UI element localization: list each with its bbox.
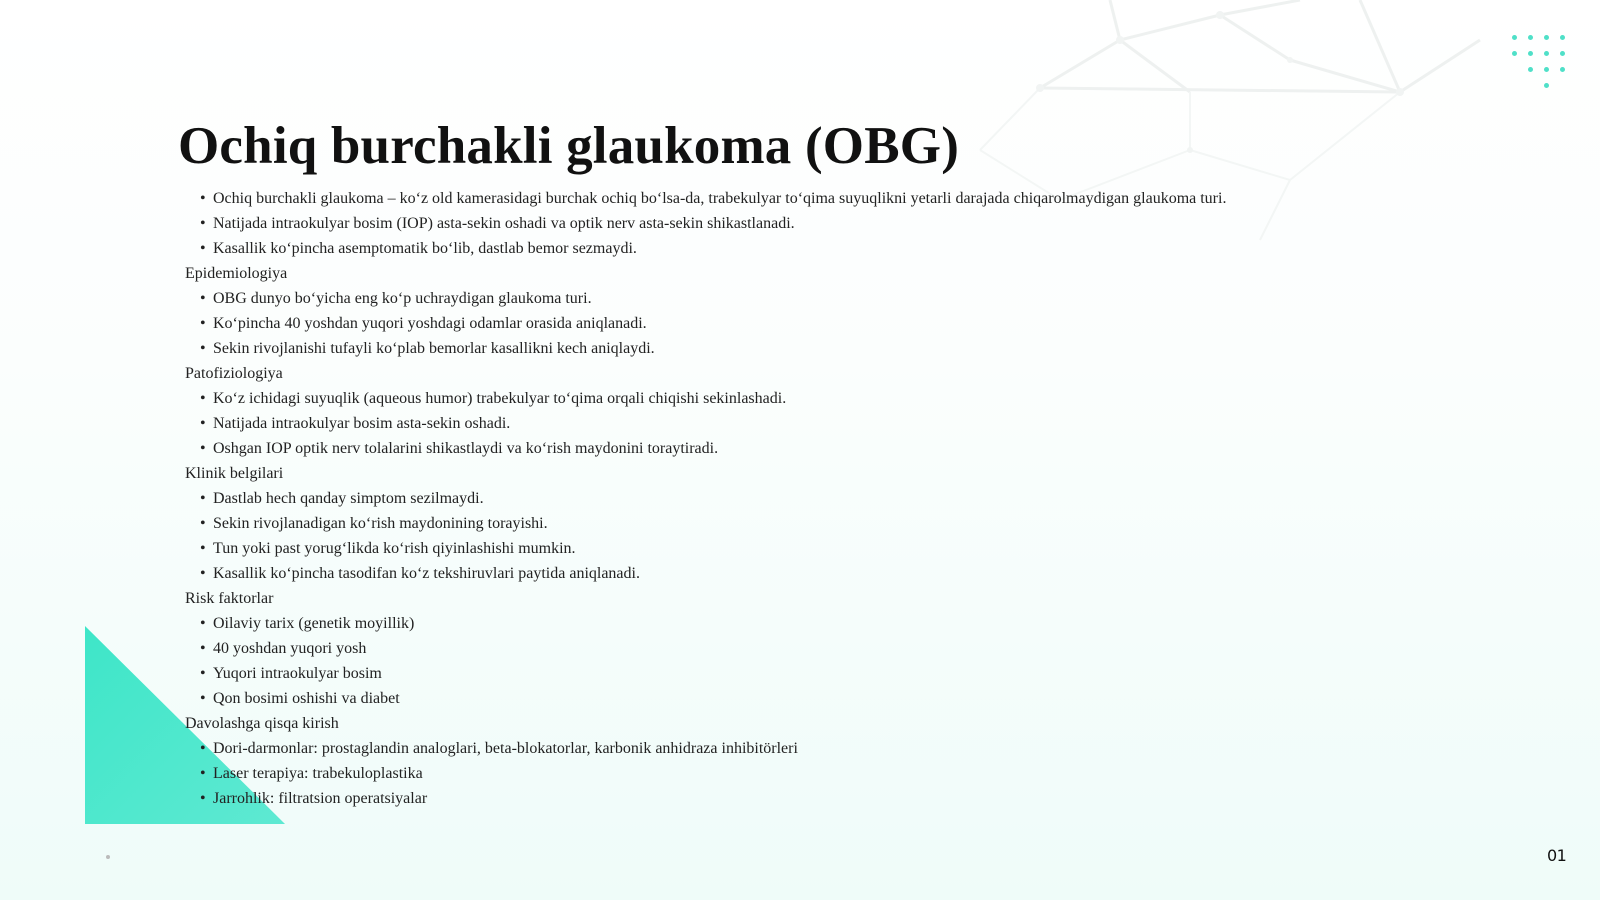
bullet-icon: •: [200, 615, 206, 632]
bullet-icon: •: [200, 690, 206, 707]
bullet-icon: •: [200, 390, 206, 407]
bullet-icon: •: [200, 315, 206, 332]
bullet-icon: •: [200, 790, 206, 807]
intro-bullet: • Ochiq burchakli glaukoma – ko‘z old kamerasidagi burchak ochiq bo‘lsa-da, trabekulyar to‘qima suyuqlikni yetarli darajada chiqarolmaydigan glaukoma turi.: [185, 186, 1525, 211]
bullet-icon: •: [200, 515, 206, 532]
bullet-icon: •: [200, 240, 206, 257]
bullet-icon: •: [200, 565, 206, 582]
bullet-icon: •: [200, 490, 206, 507]
list-item: • Ko‘z ichidagi suyuqlik (aqueous humor) trabekulyar to‘qima orqali chiqishi sekinlashadi.: [185, 386, 1525, 411]
list-item: • Natijada intraokulyar bosim asta-sekin oshadi.: [185, 411, 1525, 436]
section-heading-klinik-belgilari: Klinik belgilari: [185, 465, 284, 482]
intro-bullet: • Natijada intraokulyar bosim (IOP) asta-sekin oshadi va optik nerv asta-sekin shikastlanadi.: [185, 211, 1525, 236]
decorative-mark: [106, 855, 110, 859]
bullet-icon: •: [200, 415, 206, 432]
list-item: • Yuqori intraokulyar bosim: [185, 661, 1525, 686]
bullet-icon: •: [200, 665, 206, 682]
bullet-icon: •: [200, 765, 206, 782]
section-heading-patofiziologiya: Patofiziologiya: [185, 365, 283, 382]
list-item: • Laser terapiya: trabekuloplastika: [185, 761, 1525, 786]
list-item: • Sekin rivojlanadigan ko‘rish maydonining torayishi.: [185, 511, 1525, 536]
list-item: • Qon bosimi oshishi va diabet: [185, 686, 1525, 711]
list-item: • Tun yoki past yorug‘likda ko‘rish qiyinlashishi mumkin.: [185, 536, 1525, 561]
section-heading-davolash: Davolashga qisqa kirish: [185, 715, 339, 732]
page-number: 01: [1547, 846, 1567, 865]
list-item: • Kasallik ko‘pincha tasodifan ko‘z tekshiruvlari paytida aniqlanadi.: [185, 561, 1525, 586]
list-item: • Sekin rivojlanishi tufayli ko‘plab bemorlar kasallikni kech aniqlaydi.: [185, 336, 1525, 361]
bullet-icon: •: [200, 290, 206, 307]
list-item: • 40 yoshdan yuqori yosh: [185, 636, 1525, 661]
bullet-icon: •: [200, 440, 206, 457]
list-item: • Dori-darmonlar: prostaglandin analoglari, beta-blokatorlar, karbonik anhidraza inhibitörleri: [185, 736, 1525, 761]
section-heading-epidemiologiya: Epidemiologiya: [185, 265, 288, 282]
bullet-icon: •: [200, 540, 206, 557]
list-item: • Dastlab hech qanday simptom sezilmaydi.: [185, 486, 1525, 511]
slide-content: [185, 186, 1525, 811]
bullet-icon: •: [200, 640, 206, 657]
bullet-icon: •: [200, 215, 206, 232]
list-item: • Ko‘pincha 40 yoshdan yuqori yoshdagi odamlar orasida aniqlanadi.: [185, 311, 1525, 336]
decorative-dot-grid: [1508, 32, 1568, 92]
list-item: • Oilaviy tarix (genetik moyillik): [185, 611, 1525, 636]
list-item: • OBG dunyo bo‘yicha eng ko‘p uchraydigan glaukoma turi.: [185, 286, 1525, 311]
bullet-icon: •: [200, 740, 206, 757]
section-heading-risk-faktorlar: Risk faktorlar: [185, 590, 274, 607]
bullet-icon: •: [200, 340, 206, 357]
intro-bullet: • Kasallik ko‘pincha asemptomatik bo‘lib, dastlab bemor sezmaydi.: [185, 236, 1525, 261]
slide-title: Ochiq burchakli glaukoma (OBG): [178, 117, 960, 175]
list-item: • Jarrohlik: filtratsion operatsiyalar: [185, 786, 1525, 811]
bullet-icon: •: [200, 190, 206, 207]
list-item: • Oshgan IOP optik nerv tolalarini shikastlaydi va ko‘rish maydonini toraytiradi.: [185, 436, 1525, 461]
